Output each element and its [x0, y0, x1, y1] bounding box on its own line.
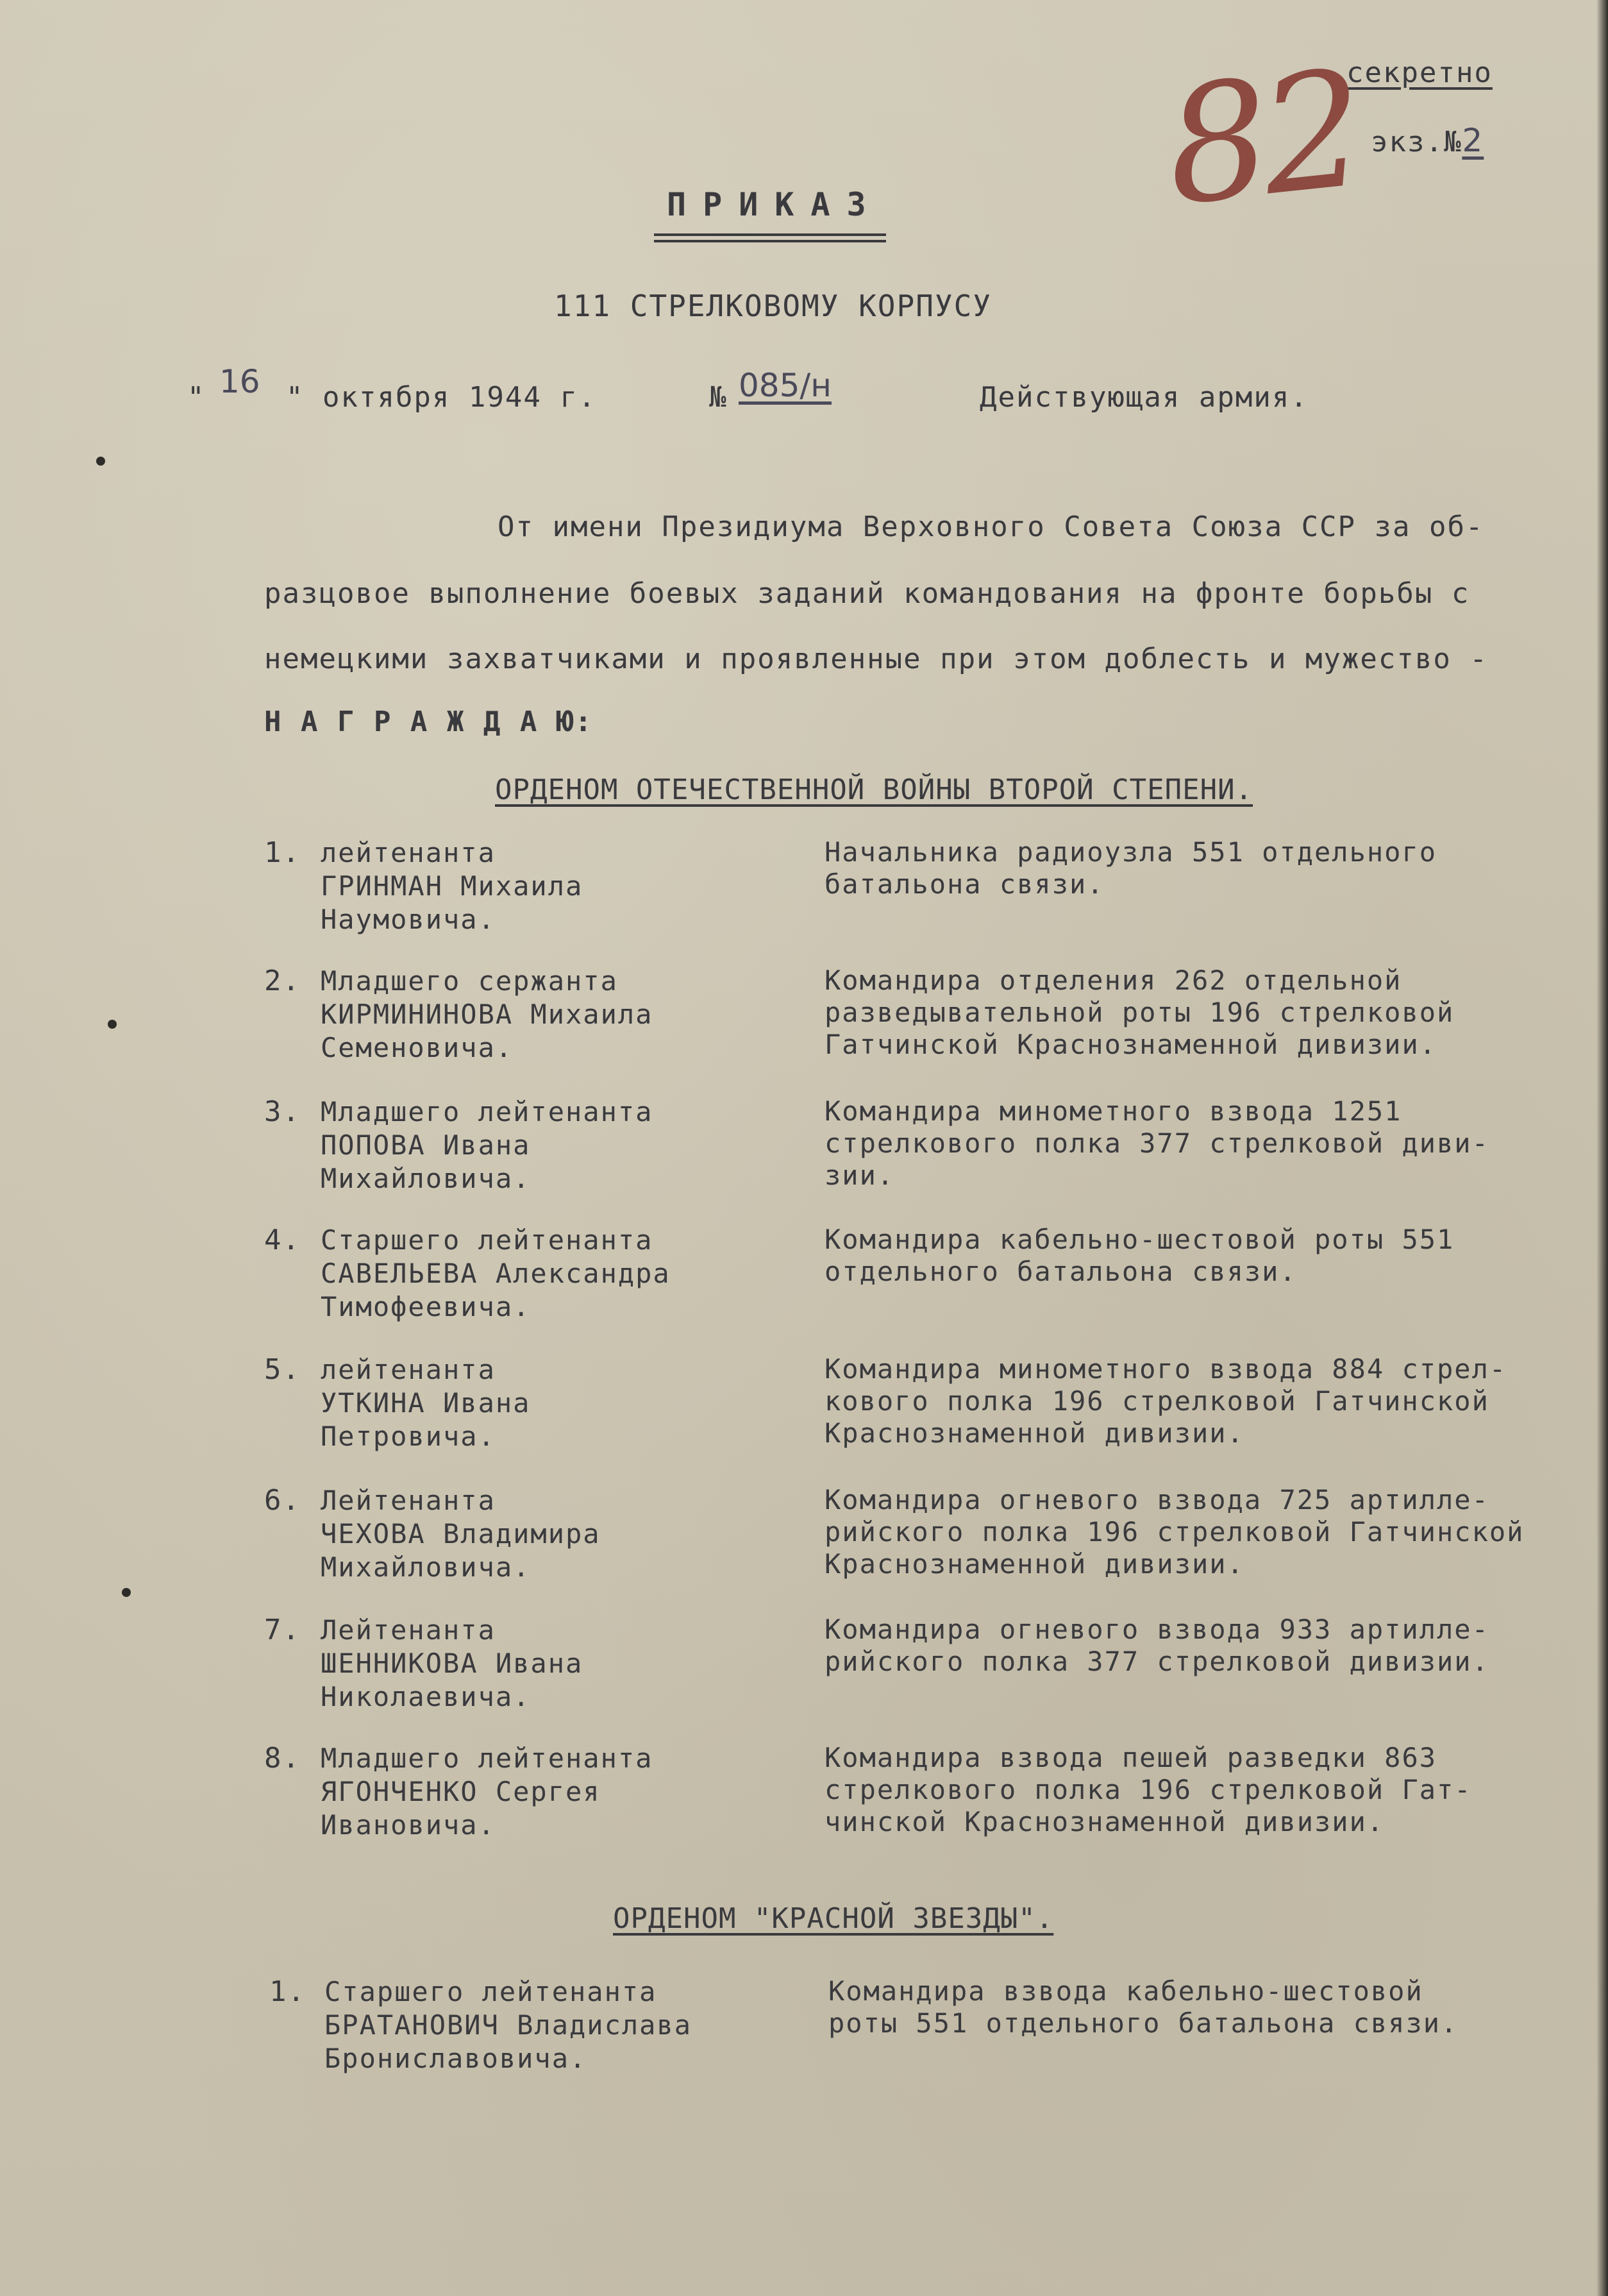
preamble-line-1: От имени Президиума Верховного Совета Союза ССР за об- [498, 511, 1484, 543]
copy-number: 2 [1462, 122, 1484, 159]
section-heading-patriotic-war-order: ОРДЕНОМ ОТЕЧЕСТВЕННОЙ ВОЙНЫ ВТОРОЙ СТЕПЕНИ. [495, 773, 1253, 806]
page-edge-shadow [1596, 0, 1608, 2296]
entry-number: 1. [269, 1975, 306, 2008]
recipient-name: лейтенанта УТКИНА Ивана Петровича. [321, 1354, 531, 1452]
order-title: ПРИКАЗ [667, 186, 883, 223]
recipient-name: Младшего лейтенанта ПОПОВА Ивана Михайловича. [321, 1096, 653, 1194]
preamble-line-3: немецкими захватчиками и проявленные при этом доблесть и мужество - [264, 643, 1488, 675]
entry-number: 2. [264, 965, 301, 997]
recipient-name: Младшего сержанта КИРМИНИНОВА Михаила Семеновича. [321, 965, 653, 1063]
preamble-line-2: разцовое выполнение боевых заданий командования на фронте борьбы с [264, 577, 1470, 610]
copy-label [1371, 122, 1484, 159]
date-month-year: " октября 1944 г. [286, 381, 597, 414]
binding-hole [122, 1588, 131, 1597]
date-day-handwritten: 16 [219, 363, 260, 400]
entry-number: 1. [264, 836, 301, 869]
entry-number: 7. [264, 1614, 301, 1646]
entry-number: 5. [264, 1353, 301, 1386]
recipient-position: Командира огневого взвода 725 артилле- рийского полка 196 стрелковой Гатчинской Краснознаменной дивизии. [825, 1484, 1525, 1580]
recipient-name: Лейтенанта ЧЕХОВА Владимира Михайловича. [321, 1485, 601, 1583]
recipient-name: Старшего лейтенанта БРАТАНОВИЧ Владислава Брониславовича. [324, 1976, 692, 2074]
recipient-name: Старшего лейтенанта САВЕЛЬЕВА Александра Тимофеевича. [321, 1224, 671, 1322]
recipient-position: Командира отделения 262 отдельной разведывательной роты 196 стрелковой Гатчинской Краснознаменной дивизии. [825, 965, 1455, 1060]
recipient-position: Начальника радиоузла 551 отдельного батальона связи. [825, 836, 1437, 900]
recipient-position: Командира взвода пешей разведки 863 стрелкового полка 196 стрелковой Гат- чинской Краснознаменной дивизии. [825, 1742, 1472, 1837]
award-verb: Н А Г Р А Ж Д А Ю: [264, 705, 593, 738]
entry-number: 8. [264, 1742, 301, 1775]
recipient-name: Младшего лейтенанта ЯГОНЧЕНКО Сергея Ивановича. [321, 1743, 653, 1841]
recipient-position: Командира минометного взвода 884 стрел- кового полка 196 стрелковой Гатчинской Краснознаменной дивизии. [825, 1353, 1507, 1449]
recipient-position: Командира кабельно-шестовой роты 551 отдельного батальона связи. [825, 1224, 1455, 1287]
binding-hole [96, 457, 105, 466]
recipient-position: Командира взвода кабельно-шестовой роты 551 отдельного батальона связи. [828, 1975, 1459, 2039]
entry-number: 4. [264, 1224, 301, 1256]
addressee: 111 СТРЕЛКОВОМУ КОРПУСУ [554, 289, 992, 323]
recipient-name: Лейтенанта ШЕННИКОВА Ивана Николаевича. [321, 1614, 583, 1712]
order-number-label: № [709, 381, 728, 414]
entry-number: 3. [264, 1095, 301, 1128]
entry-number: 6. [264, 1484, 301, 1517]
recipient-name: лейтенанта ГРИНМАН Михаила Наумовича. [321, 837, 583, 935]
place-of-issue: Действующая армия. [980, 381, 1309, 414]
recipient-position: Командира минометного взвода 1251 стрелкового полка 377 стрелковой диви- зии. [825, 1095, 1489, 1191]
date-open-quote: " [187, 381, 206, 414]
order-number-handwritten: 085/н [739, 367, 832, 404]
copy-label-text: экз.№ [1371, 126, 1462, 158]
title-double-underline [654, 233, 886, 242]
secrecy-stamp: секретно [1346, 56, 1493, 89]
section-heading-red-star-order: ОРДЕНОМ "КРАСНОЙ ЗВЕЗДЫ". [613, 1902, 1054, 1935]
sheet-number-handwritten: 82 [1157, 35, 1368, 241]
recipient-position: Командира огневого взвода 933 артилле- рийского полка 377 стрелковой дивизии. [825, 1614, 1489, 1677]
binding-hole [108, 1020, 117, 1029]
